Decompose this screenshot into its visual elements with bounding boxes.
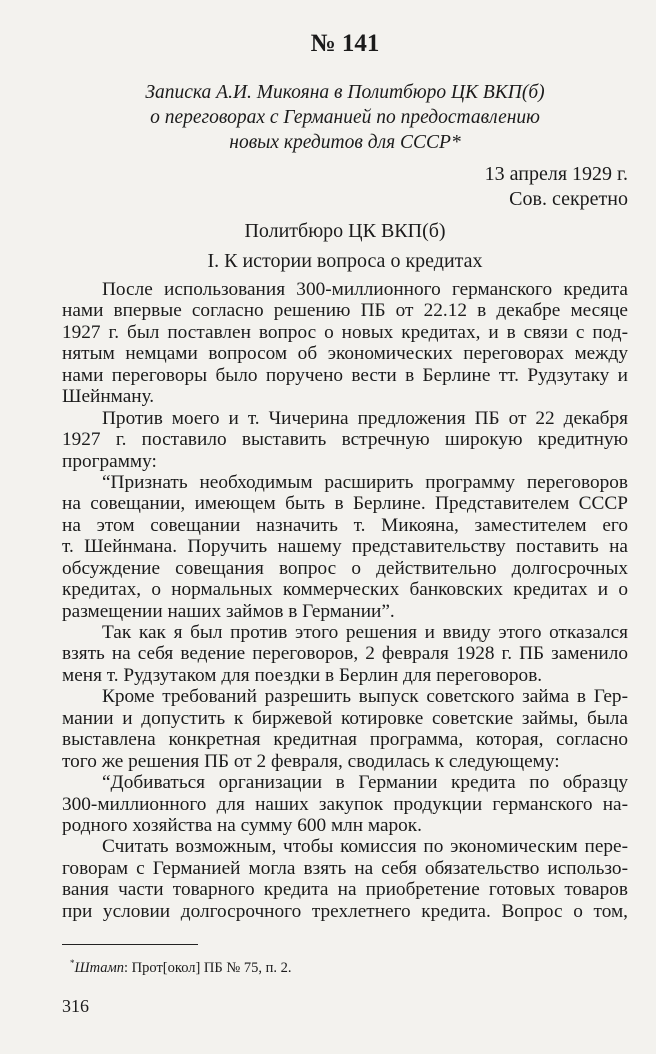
text-line: размещении наших займов в Германии”. — [62, 600, 395, 622]
text-line: того же решения ПБ от 2 февраля, сводилась к следующему: — [62, 750, 560, 772]
paragraph — [62, 279, 628, 408]
text-line: “Добиваться организации в Германии кредита по образцу — [102, 772, 628, 794]
heading-line: новых кредитов для СССР* — [229, 132, 461, 153]
text-line: 1927 г. был поставлен вопрос о новых кредитах, и в связи с под- — [62, 321, 628, 343]
text-line: программу: — [62, 450, 157, 472]
text-line: взять на себя ведение переговоров, 2 февраля 1928 г. ПБ заменило — [62, 643, 628, 665]
section-title: I. К истории вопроса о кредитах — [207, 250, 483, 272]
document-date: 13 апреля 1929 г. — [484, 163, 628, 185]
paragraph — [62, 408, 628, 472]
text-line: меня т. Рудзутаком для поездки в Берлин для переговоров. — [62, 664, 543, 686]
body-text — [62, 279, 628, 922]
footnote-text: : Прот[окол] ПБ № 75, п. 2. — [124, 960, 292, 976]
paragraph — [62, 686, 628, 772]
text-line: говорам с Германией могла взять на себя обязательство использо- — [62, 857, 628, 879]
text-line: нятым немцами вопросом об экономических переговорах между — [62, 343, 628, 365]
paragraph — [62, 472, 628, 622]
classification-stamp: Сов. секретно — [509, 188, 628, 210]
footnote-label: Штамп — [74, 960, 125, 976]
footnote-marker: * — [70, 958, 75, 968]
heading-line: Записка А.И. Микояна в Политбюро ЦК ВКП(б) — [145, 82, 545, 103]
text-line: мании и допустить к биржевой котировке советские займы, была — [62, 707, 628, 729]
text-line: обсуждение совещания вопрос о действительно долгосрочных — [62, 557, 628, 579]
text-line: 1927 г. поставило выставить встречную широкую кредитную — [62, 429, 628, 451]
text-line: на совещании, имеющем быть в Берлине. Представителем СССР — [62, 493, 628, 515]
paragraph — [62, 772, 628, 836]
footnote — [70, 958, 291, 977]
text-line: т. Шейнмана. Поручить нашему представительству поставить на — [62, 536, 628, 558]
paragraph — [62, 622, 628, 686]
text-line: 300-миллионного для наших закупок продукции германского на- — [62, 793, 628, 815]
text-line: на этом совещании назначить т. Микояна, заместителем его — [62, 514, 628, 536]
paragraph — [62, 836, 628, 922]
page-number: 316 — [62, 996, 89, 1016]
document-heading — [0, 80, 656, 155]
footnote-divider — [62, 944, 198, 945]
text-line: “Признать необходимым расширить программу переговоров — [102, 471, 628, 493]
text-line: Шейнману. — [62, 386, 155, 408]
text-line: кредитах, о нормальных коммерческих банковских кредитах и о — [62, 579, 628, 601]
text-line: Кроме требований разрешить выпуск советского займа в Гер- — [102, 686, 628, 708]
text-line: После использования 300-миллионного германского кредита — [102, 279, 628, 300]
text-line: Против моего и т. Чичерина предложения ПБ от 22 декабря — [102, 407, 628, 429]
heading-line: о переговорах с Германией по предоставлению — [150, 107, 540, 128]
text-line: нами переговоры было поручено вести в Берлине тт. Рудзутаку и — [62, 364, 628, 386]
text-line: родного хозяйства на сумму 600 млн марок. — [62, 814, 422, 836]
text-line: при условии долгосрочного трехлетнего кредита. Вопрос о том, — [62, 900, 628, 922]
addressee: Политбюро ЦК ВКП(б) — [244, 220, 446, 242]
text-line: вания части товарного кредита на приобретение готовых товаров — [62, 879, 628, 901]
text-line: Считать возможным, чтобы комиссия по экономическим пере- — [102, 836, 628, 858]
document-number: № 141 — [310, 30, 380, 57]
text-line: нами впервые согласно решению ПБ от 22.12 в декабре месяце — [62, 300, 628, 322]
text-line: выставлена конкретная кредитная программа, которая, согласно — [62, 729, 628, 751]
text-line: Так как я был против этого решения и ввиду этого отказался — [102, 622, 628, 643]
